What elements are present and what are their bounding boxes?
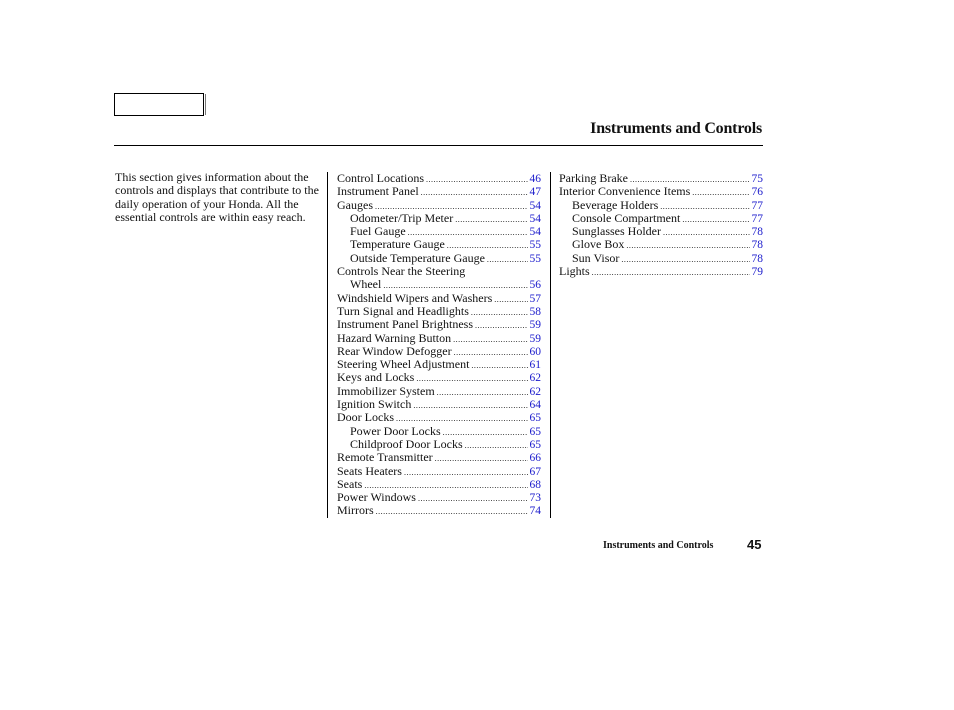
toc-page-link[interactable]: 61	[529, 359, 541, 372]
dot-leader	[471, 306, 528, 318]
toc-page-link[interactable]: 66	[529, 452, 541, 465]
toc-page-link[interactable]: 65	[529, 425, 541, 438]
dot-leader	[376, 505, 528, 517]
intro-paragraph: This section gives information about the controls and displays that contribute to the daily operation of your Honda. All the essential controls are within easy reach.	[115, 170, 319, 225]
toc-page-link[interactable]: 74	[529, 505, 541, 518]
toc-entry-title: Wheel	[350, 278, 382, 292]
toc-page-link[interactable]: 65	[529, 412, 541, 425]
dot-leader	[626, 239, 749, 251]
dot-leader	[692, 186, 749, 198]
dot-leader	[660, 200, 749, 212]
toc-entry-title: Steering Wheel Adjustment	[337, 358, 470, 372]
toc-entry[interactable]	[337, 398, 541, 411]
dot-leader	[494, 293, 527, 305]
toc-column-left	[337, 172, 541, 518]
title-divider	[114, 145, 763, 146]
toc-page-link[interactable]: 78	[751, 252, 763, 265]
toc-page-link[interactable]: 46	[529, 173, 541, 185]
dot-leader	[443, 426, 528, 438]
dot-leader	[416, 372, 527, 384]
toc-entry-title: Power Windows	[337, 491, 416, 505]
nav-back-box[interactable]	[114, 93, 204, 116]
toc-entry[interactable]	[337, 491, 541, 504]
toc-entry[interactable]	[337, 278, 541, 291]
dot-leader	[475, 319, 528, 331]
toc-entry[interactable]	[337, 411, 541, 424]
toc-entry-title: Beverage Holders	[572, 198, 659, 212]
toc-entry-title: Seats	[337, 477, 363, 491]
toc-entry-title: Sunglasses Holder	[572, 225, 661, 239]
dot-leader	[435, 452, 528, 464]
toc-page-link[interactable]: 78	[751, 226, 763, 239]
dot-leader	[375, 200, 528, 212]
toc-page-link[interactable]: 56	[529, 279, 541, 292]
dot-leader	[426, 173, 528, 185]
toc-entry-title: Temperature Gauge	[350, 238, 445, 252]
toc-page-link[interactable]: 68	[529, 478, 541, 491]
dot-leader	[621, 253, 749, 265]
toc-page-link[interactable]: 67	[529, 465, 541, 478]
dot-leader	[383, 279, 527, 291]
toc-entry[interactable]	[337, 478, 541, 491]
toc-entry-title: Odometer/Trip Meter	[350, 211, 454, 225]
toc-entry[interactable]	[337, 465, 541, 478]
toc-entry-title: Windshield Wipers and Washers	[337, 291, 493, 305]
toc-page-link[interactable]: 79	[751, 266, 763, 279]
dot-leader	[487, 253, 528, 265]
toc-entry-title: Controls Near the Steering	[337, 265, 466, 279]
toc-page-link[interactable]: 75	[751, 173, 763, 185]
toc-entry[interactable]	[559, 238, 763, 251]
toc-entry[interactable]	[337, 225, 541, 238]
toc-page-link[interactable]: 78	[751, 239, 763, 252]
toc-page-link[interactable]: 77	[751, 199, 763, 212]
toc-entry-title: Turn Signal and Headlights	[337, 304, 469, 318]
page-number: 45	[747, 537, 762, 552]
toc-entry[interactable]	[337, 252, 541, 265]
toc-entry-title: Console Compartment	[572, 211, 681, 225]
toc-entry-title: Outside Temperature Gauge	[350, 251, 485, 265]
toc-page-link[interactable]: 57	[529, 292, 541, 305]
dot-leader	[663, 226, 750, 238]
dot-leader	[447, 239, 528, 251]
dot-leader	[454, 346, 528, 358]
toc-entry-title: Immobilizer System	[337, 384, 435, 398]
toc-page-link[interactable]: 59	[529, 332, 541, 345]
toc-entry[interactable]	[337, 345, 541, 358]
toc-entry[interactable]	[337, 451, 541, 464]
toc-entry-title: Fuel Gauge	[350, 225, 406, 239]
toc-entry-title: Ignition Switch	[337, 398, 412, 412]
toc-entry-title: Power Door Locks	[350, 424, 441, 438]
toc-entry[interactable]	[337, 292, 541, 305]
toc-entry[interactable]	[337, 172, 541, 185]
footer-section-label: Instruments and Controls	[603, 540, 714, 551]
dot-leader	[404, 466, 528, 478]
toc-entry-title: Rear Window Defogger	[337, 344, 452, 358]
toc-entry[interactable]	[559, 265, 763, 278]
toc-entry-title: Hazard Warning Button	[337, 331, 452, 345]
toc-entry-title: Mirrors	[337, 504, 374, 518]
toc-page-link[interactable]: 58	[529, 305, 541, 318]
toc-page-link[interactable]: 62	[529, 372, 541, 385]
dot-leader	[453, 333, 527, 345]
toc-page-link[interactable]: 55	[529, 252, 541, 265]
toc-page-link[interactable]: 47	[529, 186, 541, 199]
toc-entry-title: Childproof Door Locks	[350, 437, 463, 451]
dot-leader	[396, 412, 528, 424]
toc-entry[interactable]	[559, 199, 763, 212]
toc-entry-title: Seats Heaters	[337, 464, 402, 478]
dot-leader	[465, 439, 528, 451]
column-divider-right	[550, 172, 551, 518]
dot-leader	[408, 226, 528, 238]
toc-entry-title: Remote Transmitter	[337, 451, 433, 465]
toc-entry[interactable]	[337, 332, 541, 345]
toc-page-link[interactable]: 60	[529, 345, 541, 358]
dot-leader	[455, 213, 527, 225]
toc-entry[interactable]	[559, 212, 763, 225]
toc-entry	[337, 265, 541, 278]
toc-page-link[interactable]: 62	[529, 385, 541, 398]
dot-leader	[437, 386, 528, 398]
toc-page-link[interactable]: 54	[529, 212, 541, 225]
toc-entry[interactable]	[337, 438, 541, 451]
toc-entry-title: Sun Visor	[572, 251, 620, 265]
dot-leader	[630, 173, 750, 185]
toc-entry-title: Glove Box	[572, 238, 625, 252]
dot-leader	[471, 359, 527, 371]
toc-page-link[interactable]: 54	[529, 199, 541, 212]
toc-page-link[interactable]: 65	[529, 438, 541, 451]
toc-entry[interactable]	[559, 172, 763, 185]
toc-entry-title: Instrument Panel Brightness	[337, 318, 473, 332]
toc-page-link[interactable]: 77	[751, 212, 763, 225]
toc-entry-title: Keys and Locks	[337, 371, 415, 385]
dot-leader	[421, 186, 528, 198]
toc-page-link[interactable]: 76	[751, 186, 763, 199]
toc-entry-title: Control Locations	[337, 172, 424, 185]
toc-entry[interactable]	[337, 185, 541, 198]
toc-entry[interactable]	[559, 225, 763, 238]
dot-leader	[413, 399, 527, 411]
toc-entry-title: Lights	[559, 265, 590, 279]
toc-entry[interactable]	[337, 425, 541, 438]
dot-leader	[592, 266, 750, 278]
toc-entry-title: Gauges	[337, 198, 373, 212]
dot-leader	[364, 479, 527, 491]
toc-entry-title: Interior Convenience Items	[559, 185, 691, 199]
toc-entry[interactable]	[337, 371, 541, 384]
toc-entry[interactable]	[337, 199, 541, 212]
toc-entry[interactable]	[337, 385, 541, 398]
toc-column-right	[559, 172, 763, 278]
toc-entry[interactable]	[559, 185, 763, 198]
dot-leader	[682, 213, 749, 225]
toc-page-link[interactable]: 64	[529, 399, 541, 412]
toc-entry[interactable]	[337, 358, 541, 371]
toc-page-link[interactable]: 59	[529, 319, 541, 332]
toc-entry[interactable]	[337, 318, 541, 331]
column-divider-left	[327, 172, 328, 518]
toc-page-link[interactable]: 55	[529, 239, 541, 252]
dot-leader	[418, 492, 528, 504]
toc-page-link[interactable]: 73	[529, 492, 541, 505]
toc-entry-title: Parking Brake	[559, 172, 628, 185]
toc-entry[interactable]	[337, 305, 541, 318]
toc-entry-title: Instrument Panel	[337, 185, 419, 199]
toc-entry[interactable]	[559, 252, 763, 265]
page-title: Instruments and Controls	[590, 120, 762, 137]
toc-entry[interactable]	[337, 504, 541, 517]
toc-page-link[interactable]: 54	[529, 226, 541, 239]
toc-entry[interactable]	[337, 212, 541, 225]
toc-entry[interactable]	[337, 238, 541, 251]
toc-entry-title: Door Locks	[337, 411, 394, 425]
